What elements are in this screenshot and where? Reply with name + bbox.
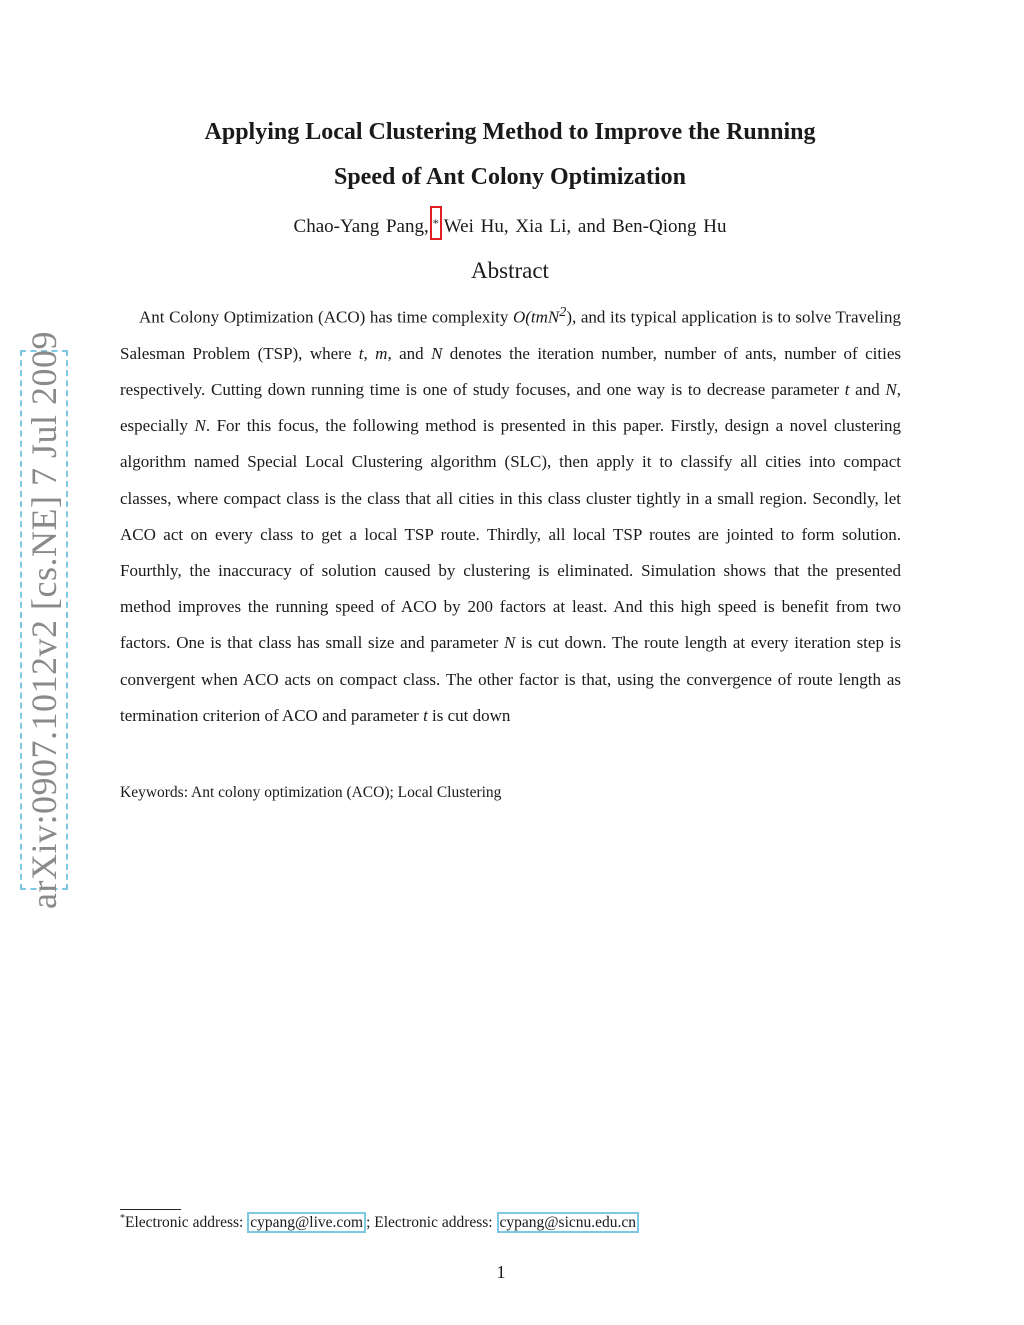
author-first: Chao-Yang Pang, (293, 216, 429, 237)
math-var: N (194, 416, 206, 436)
abstract-text: . For this focus, the following method is presented in this paper. Firstly, design a novel clustering algorithm named Special Local Clustering algorithm (SLC), then apply it to classify all cities into compact classes, where compact class is the class that all cities in this class cluster tightly in a small region. Secondly, let ACO act on every class to get a local TSP route. Thirdly, all local TSP routes are jointed to form solution. Fourthly, the inaccuracy of solution caused by clustering is eliminated. Simulation shows that the presented method improves the running speed of ACO by 200 factors at least. And this high speed is benefit from two factors. One is that class has small size and parameter (120, 416, 901, 653)
math-var: t (423, 705, 428, 725)
math-var: N (885, 380, 897, 400)
math-var: m (375, 343, 388, 363)
author-rest: Wei Hu, Xia Li, and Ben-Qiong Hu (443, 216, 727, 237)
abstract-text: denotes the iteration number, number of ants, number of cities respectively. Cutting down running time is one of study focuses, and one way is to decrease parameter (120, 343, 901, 400)
math-var: N (504, 633, 516, 653)
title-line-1: Applying Local Clustering Method to Improve the Running (204, 119, 816, 145)
abstract-text: is cut down. The route length at every iteration step is convergent when ACO acts on compact class. The other factor is that, using the convergence of route length as termination criterion of ACO and parameter (120, 633, 901, 725)
abstract-text: , especially (120, 380, 901, 436)
abstract-text: , and its typical application is to solve Traveling Salesman Problem (TSP), where (120, 307, 902, 363)
email-link-sicnu[interactable]: cypang@sicnu.edu.cn (497, 1212, 640, 1233)
title-line-2: Speed of Ant Colony Optimization (333, 164, 687, 190)
footnote-label: Electronic address: (125, 1214, 248, 1232)
math-exponent: 2 (559, 304, 567, 320)
abstract-text: and (849, 380, 886, 400)
page-number: 1 (496, 1262, 506, 1282)
author-list (120, 216, 900, 250)
footnote-divider (120, 1209, 181, 1210)
abstract-text: is cut down (427, 705, 511, 725)
footnote-label: ; Electronic address: (366, 1214, 497, 1232)
footnote-mark: * (120, 1213, 125, 1224)
abstract-text: , (363, 343, 376, 363)
abstract-text: , and (387, 343, 432, 363)
footnote-mark-link[interactable]: * (430, 206, 442, 240)
math-var: t (844, 380, 850, 400)
email-link-live[interactable]: cypang@live.com (247, 1212, 366, 1233)
math-close: ) (566, 307, 573, 327)
math-var: t (358, 343, 364, 363)
math-complexity: O(tmN (512, 307, 560, 327)
paper-title (120, 110, 900, 200)
footnote (120, 1213, 639, 1232)
math-var: N (431, 343, 443, 363)
keywords: Keywords: Ant colony optimization (ACO); Local Clustering (120, 784, 502, 801)
abstract-body (120, 294, 901, 734)
arxiv-identifier-stamp[interactable]: arXiv:0907.1012v2 [cs.NE] 7 Jul 2009 (20, 350, 68, 890)
abstract-text: Ant Colony Optimization (ACO) has time complexity (139, 307, 513, 327)
abstract-heading: Abstract (471, 258, 549, 283)
